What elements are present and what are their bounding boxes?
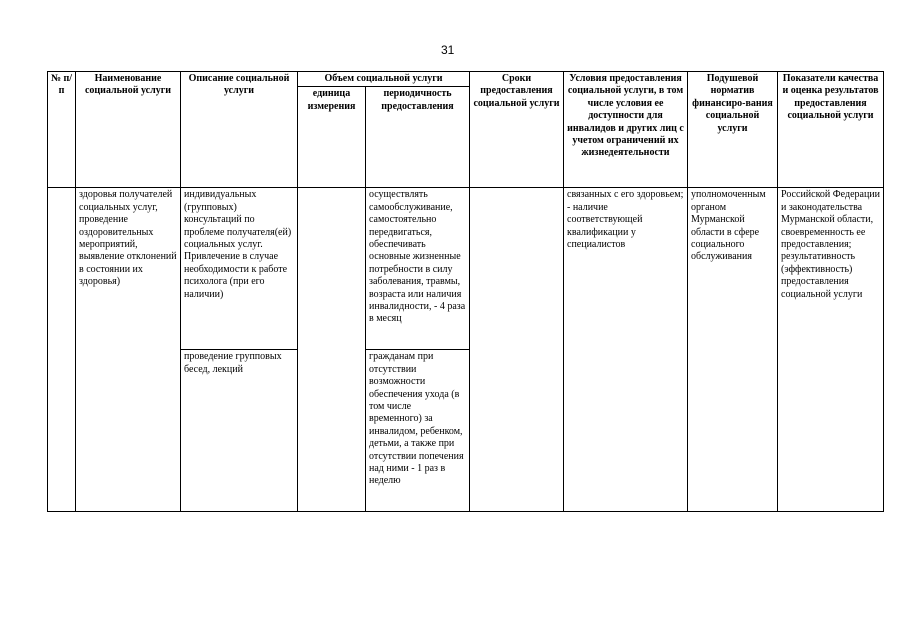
cell-service-name: здоровья получателей социальных услуг, проведение оздоровительных мероприятий, выявление отклонений в состоянии их здоровья) (76, 188, 181, 512)
header-description: Описание социальной услуги (181, 72, 298, 188)
header-indicators: Показатели качества и оценка результатов предоставления социальной услуги (778, 72, 884, 188)
cell-indicators: Российской Федерации и законодательства Мурманской области, своевременность ее предоставления; результативность (эффективность) предоставления социальной услуги (778, 188, 884, 512)
table-row (48, 188, 884, 350)
cell-norm: уполномоченным органом Мурманской области в сфере социального обслуживания (688, 188, 778, 512)
header-terms: Сроки предоставления социальной услуги (470, 72, 564, 188)
cell-unit (298, 188, 366, 512)
cell-description-2: проведение групповых бесед, лекций (181, 350, 298, 512)
cell-description: индивидуальных (групповых) консультаций по проблеме получателя(ей) социальных услуг. Привлечение в случае необходимости к работе психолога (при его наличии) (181, 188, 298, 350)
cell-periodicity: осуществлять самообслуживание, самостоятельно передвигаться, обеспечивать основные жизненные потребности в силу заболевания, травмы, возраста или наличия инвалидности, - 4 раза в месяц (366, 188, 470, 350)
header-volume: Объем социальной услуги (298, 72, 470, 87)
page-number: 31 (441, 43, 455, 57)
cell-terms (470, 188, 564, 512)
header-periodicity: периодичность предоставления (366, 87, 470, 188)
cell-conditions: связанных с его здоровьем; - наличие соответствующей квалификации у специалистов (564, 188, 688, 512)
header-unit: единица измерения (298, 87, 366, 188)
cell-periodicity-2: гражданам при отсутствии возможности обеспечения ухода (в том числе временного) за инвалидом, ребенком, детьми, а также при отсутствии попечения над ними - 1 раз в неделю (366, 350, 470, 512)
header-num: № п/п (48, 72, 76, 188)
services-table (47, 71, 884, 512)
header-conditions: Условия предоставления социальной услуги, в том числе условия ее доступности для инвалидов и других лиц с учетом ограничений их жизнедеятельности (564, 72, 688, 188)
header-norm: Подушевой норматив финансиро-вания социальной услуги (688, 72, 778, 188)
cell-num (48, 188, 76, 512)
header-service-name: Наименование социальной услуги (76, 72, 181, 188)
